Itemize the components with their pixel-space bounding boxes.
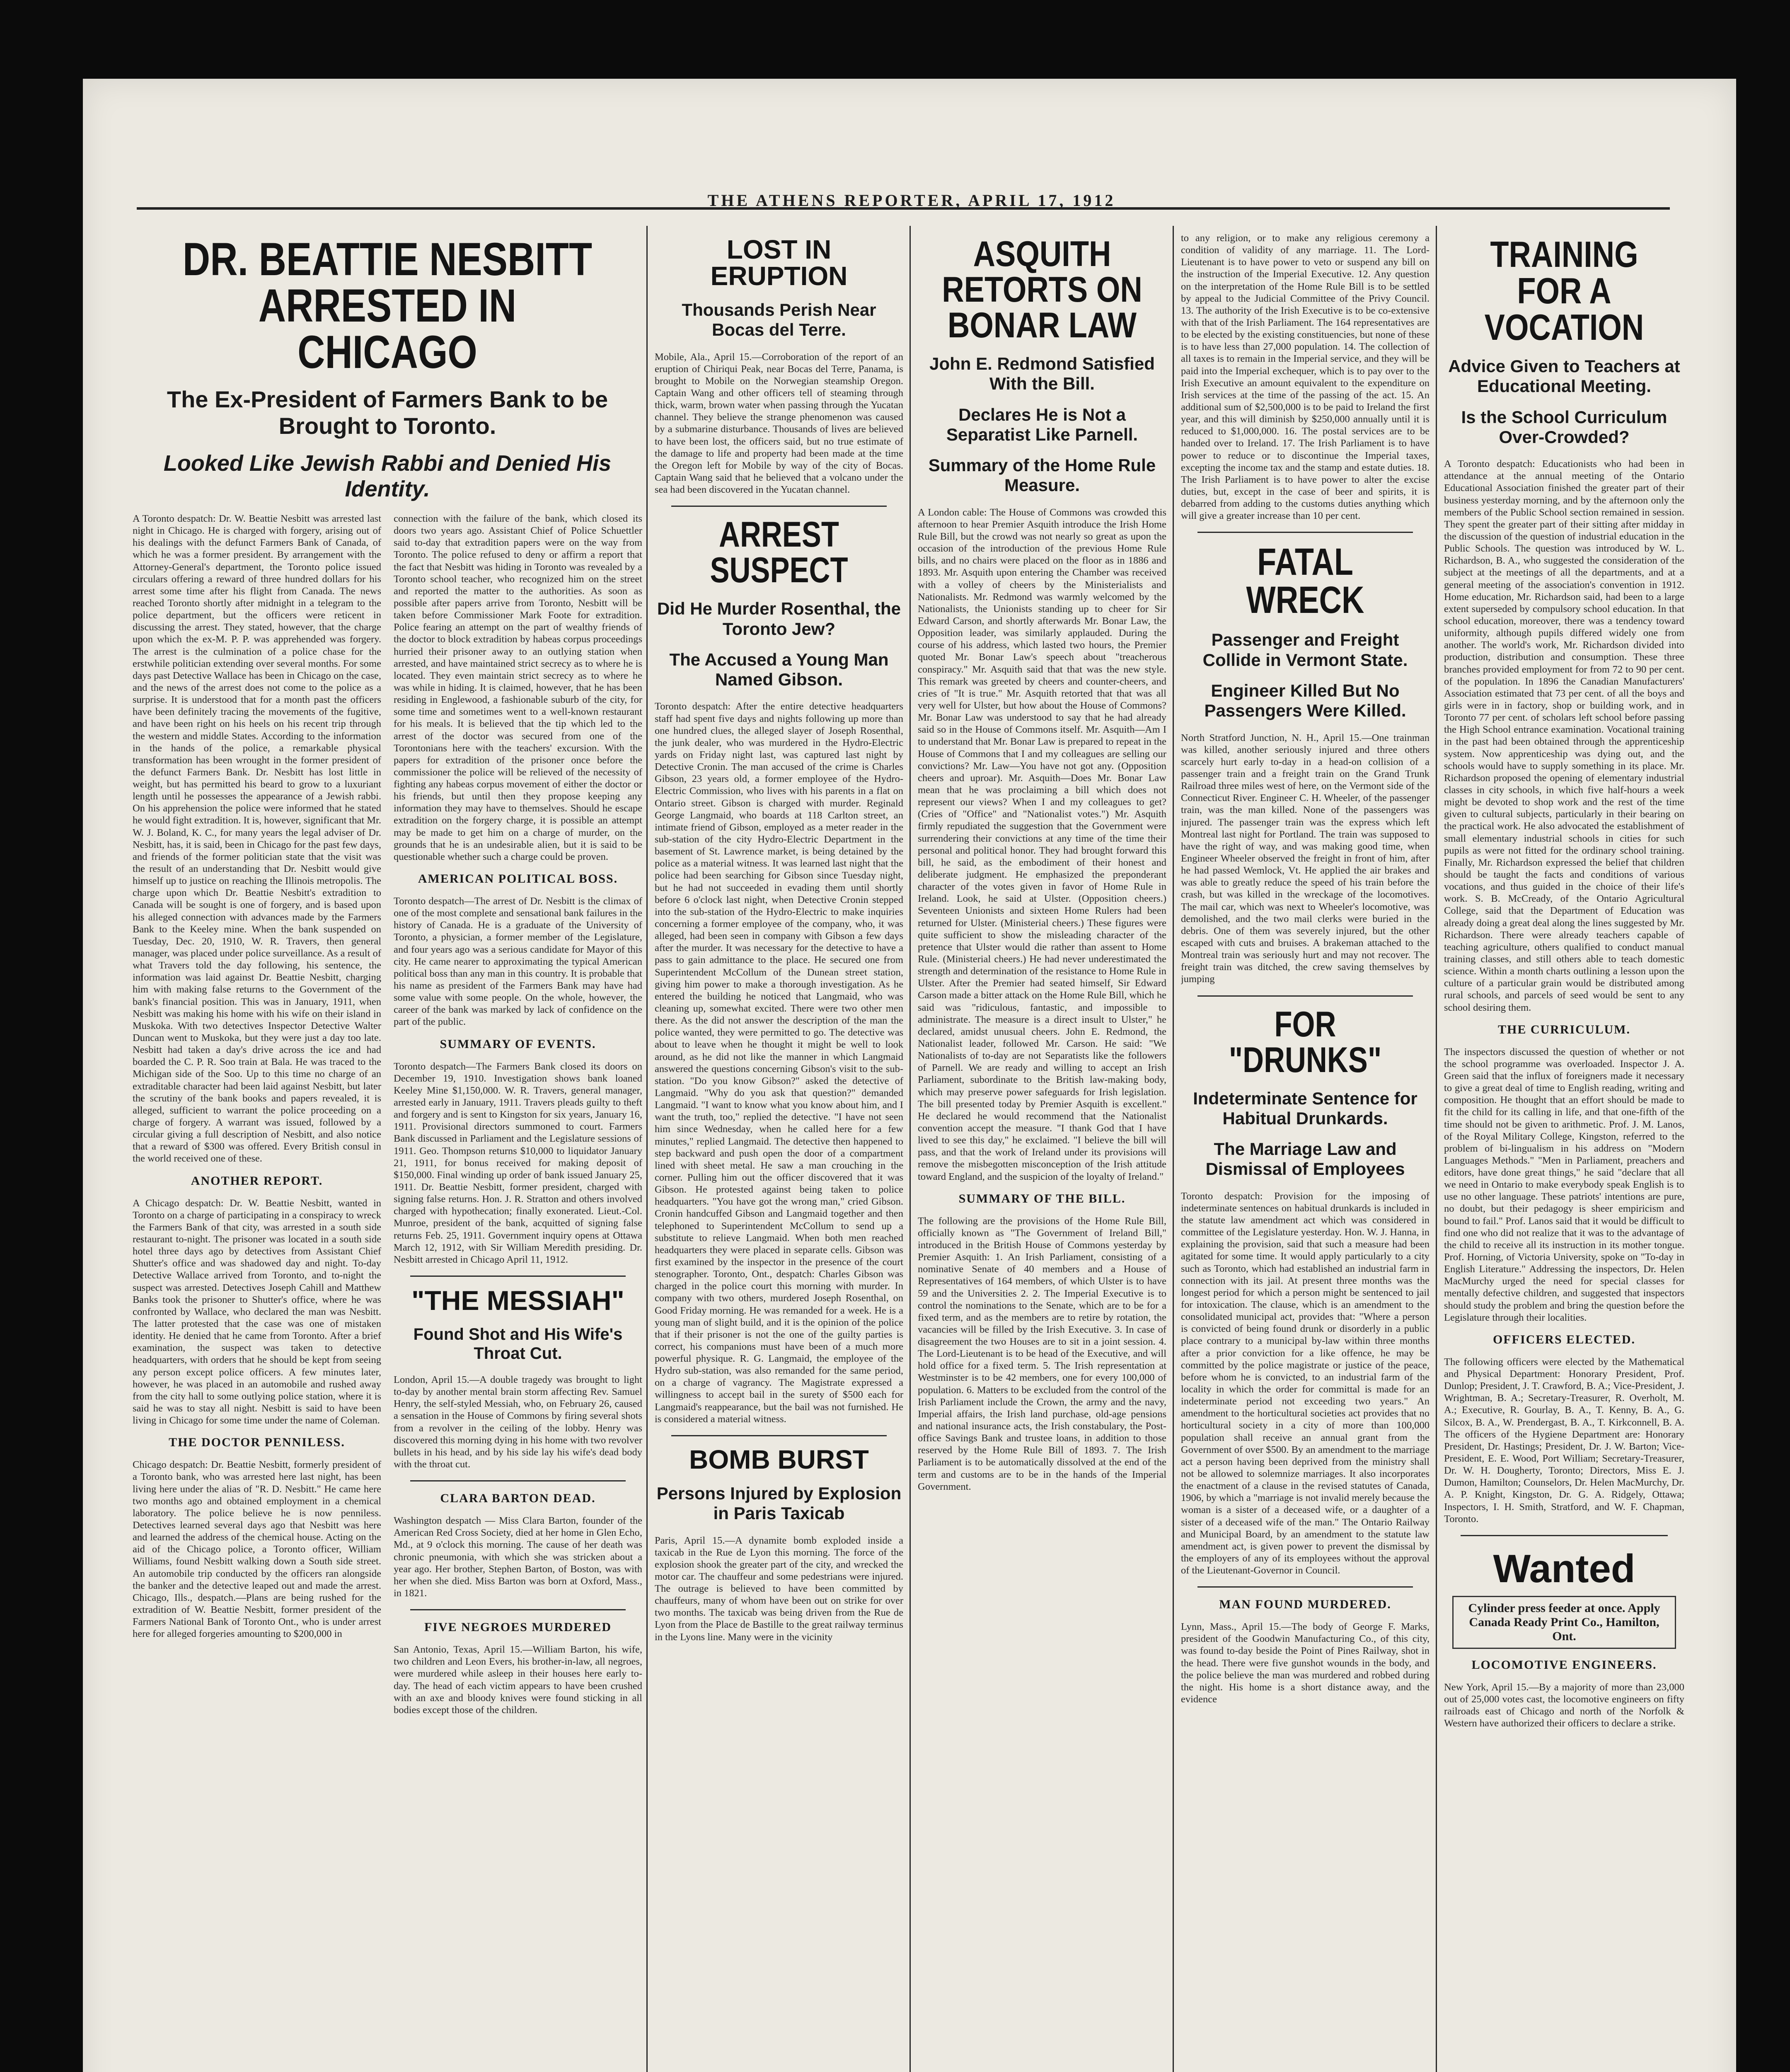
headline-messiah: "THE MESSIAH" xyxy=(411,1285,624,1316)
nesbitt-text-6: Toronto despatch—The Farmers Bank closed its doors on December 19, 1910. Investigation shows bank loaned Keeley Mine $1,150,000. W. R. Travers, general manager, arrested early in January, 1911. Travers pleads guilty to theft and forgery and is sent to Kingston for six years, January 16, 1911. Provisional directors summoned to court. Farmers Bank discussed in Parliament and the Legislature sessions of 1911. Geo. Thompson returns $10,000 to liquidator January 21, 1911, for bonus received for making deposit of $150,000. Final winding up order of bank issued January 25, 1911. Dr. Beattie Nesbitt, former president, charged with signing false returns. Hon. J. R. Stratton and others involved charged with hypothecation; finally exonerated. Lieut.-Col. Munroe, president of the bank, acquitted of signing false returns Feb. 25, 1911. Government inquiry opens at Ottawa March 12, 1912, with Sir William Meredith presiding. Dr. Nesbitt arrested in Chicago April 11, 1912. xyxy=(394,1060,642,1265)
messiah-text: London, April 15.—A double tragedy was brought to light to-day by another mental brain storm affecting Rev. Samuel Henry, the self-styled Messiah, who, on February 26, caused a sensation in the House of Commons by firing several shots from a revolver in the ceiling of the lobby. Henry was discovered this morning dying in his home with two revolver bullets in his head, and by his side lay his wife's dead body with the throat cut. xyxy=(394,1374,642,1470)
deck-suspect-1: Did He Murder Rosenthal, the Toronto Jew? xyxy=(657,599,901,639)
column-rule xyxy=(910,226,911,2072)
headline-man-found-murdered: MAN FOUND MURDERED. xyxy=(1219,1598,1391,1612)
deck-eruption: Thousands Perish Near Bocas del Terre. xyxy=(682,300,876,340)
masthead-rule xyxy=(137,207,1670,210)
divider xyxy=(410,1480,626,1481)
engineers-text: New York, April 15.—By a majority of more than 23,000 out of 25,000 votes cast, the locomotive engineers on fifty railroads east of Chicago and north of the Norfolk & Western have authorized their officers to declare a strike. xyxy=(1444,1681,1684,1729)
column-3 xyxy=(655,228,903,2072)
subhead-curriculum: THE CURRICULUM. xyxy=(1497,1022,1630,1036)
headline-clara-barton: CLARA BARTON DEAD. xyxy=(440,1491,596,1506)
bill-summary-continued: to any religion, or to make any religious ceremony a condition of validity of any marriage. 11. The Lord-Lieutenant is to have power to veto or suspend any bill on the instruction of the Imperial Executive. 12. Any question on the interpretation of the Home Rule Bill is to be settled by appeal to the Judicial Committee of the Privy Council. 13. The authority of the Irish Executive is to be co-extensive with that of the Irish Parliament. The 164 representatives are to be elected by the existing constituencies, but none of these is to have less than 27,000 population. 14. The collection of all taxes is to remain in the Imperial service, and they will be paid into the Imperial exchequer, which is to pay over to the Irish Executive an amount equivalent to the expenditure on Irish services at the time of the passing of the act. 15. An additional sum of $2,500,000 is to be paid to Ireland the first year, and this will diminish by $250,000 annually until it is reduced to $1,000,000. 16. The postal services are to be handed over to Ireland. 17. The Irish Parliament is to have power to reduce or to discontinue the Imperial taxes, excepting the income tax and the stamp and estate duties. 18. The Irish Parliament is to have power to alter the excise duties, but, except in the case of beer and spirits, it is debarred from adding to the customs duties anything which will give a greater increase than 10 per cent. xyxy=(1181,232,1430,522)
subhead-another-report: ANOTHER REPORT. xyxy=(191,1174,323,1188)
nesbitt-text-1: A Toronto despatch: Dr. W. Beattie Nesbitt was arrested last night in Chicago. He is charged with forgery, arising out of his dealings with the defunct Farmers Bank of Canada, of which he was a former president. By arrangement with the Attorney-General's department, the Toronto police issued circulars offering a reward of three hundred dollars for his arrest some time after his flight from Canada. The news reached Toronto shortly after midnight in a telegram to the police department, but the officers were reticent in discussing the arrest. They stated, however, that the charge upon which the ex-M. P. P. was apprehended was forgery. The arrest is the culmination of a police chase for the erstwhile politician extending over several months. For some days past Detective Wallace has been in Chicago on the case, and the news of the arrest does not come to the police as a surprise. It is understood that for a month past the officers have been definitely tracing the movements of the fugitive, and have been right on his heels on his recent trip through the western and middle States. According to the information in the hands of the police, a remarkable physical transformation has been wrought in the former president of the defunct Farmers Bank. Dr. Nesbitt has lost little in weight, but has permitted his beard to grow to a luxuriant length until he possesses the appearance of a Jewish rabbi. On his apprehension the police were informed that he stated he would fight extradition. It is, however, significant that Mr. W. J. Boland, K. C., for many years the legal adviser of Dr. Nesbitt, has, it is said, been in Chicago for the past few days, and friends of the former politician state that the visit was the result of an understanding that Dr. Nesbitt would give himself up to justice on reaching the Illinois metropolis. The charge upon which Dr. Beattie Nesbitt's extradition to Canada will be sought is one of forgery, and is based upon his alleged connection with advances made by the Farmers Bank to the Keeley mine. When the bank suspended on Tuesday, Dec. 20, 1910, W. R. Travers, then general manager, was placed under police surveillance. As a result of what Travers told the day following, his sentence, the information was laid against Dr. Beattie Nesbitt, charging him with making false returns to the Government of the bank's financial position. This was in January, 1911, when Nesbitt was making his home with his wife on their island in Muskoka. With two detectives Inspector Detective Walter Duncan went to Muskoka, but they were just a day too late. Nesbitt had taken a day's drive across the ice and had boarded the C. P. R. Soo train at Bala. He was traced to the Michigan side of the Soo. Up to this time no charge of an extraditable character had been laid against Nesbitt, but later the scrutiny of the bank books and papers revealed, it is alleged, sufficient to warrant the police proceeding on a charge of forgery. A warrant was issued, followed by a circular giving a full description of Nesbitt, and also notice that a reward of $300 was offered. Every British consul in the world received one of these. xyxy=(133,513,381,1164)
nesbitt-text-3: Chicago despatch: Dr. Beattie Nesbitt, formerly president of a Toronto bank, who was arrested here last night, has been living here under the alias of "R. D. Nesbitt." He came here two months ago and obtained employment in a chemical laboratory. The police believe he is now penniless. Detectives learned several days ago that Nesbitt was here and learned the address of the chemical house. Acting on the aid of the Chicago police, a Toronto officer, William Williams, found Nesbitt walking down a South side street. An automobile trip conducted by the officers ran alongside the banker and the detective leaped out and made the arrest. Chicago, Ills., despatch.—Plans are being rushed for the extradition of W. Beattie Nesbitt, former president of the Farmers National Bank of Toronto Ont., who is under arrest here for alleged forgeries amounting to $200,000 in xyxy=(133,1459,381,1640)
divider xyxy=(1197,1586,1413,1588)
deck-training-1: Advice Given to Teachers at Educational Meeting. xyxy=(1448,356,1680,396)
deck-drunks-2: The Marriage Law and Dismissal of Employees xyxy=(1205,1139,1405,1179)
subhead-doctor-penniless: THE DOCTOR PENNILESS. xyxy=(169,1435,345,1450)
nesbitt-article xyxy=(133,513,642,1716)
officers-text: The following officers were elected by the Mathematical and Physical Department: Honorary President, Prof. Dunlop; President, J. T. Crawford, B. A.; Vice-President, J. Wrightman, B. A.; Secretary-Treasurer, R. Overholt, M. A.; Executive, R. Gourlay, B. A., T. Kenny, B. A., G. Silcox, B. A., W. Prendergast, B. A., T. Kirkconnell, B. A. The officers of the Hygiene Department are: Honorary President, Dr. Hastings; President, Dr. J. W. Barton; Vice-President, E. E. Wood, Port William; Secretary-Treasurer, Dr. W. H. Dougherty, Toronto; Directors, Miss E. J. Dumon, Hamilton; Counselors, Dr. Helen MacMurchy, Dr. A. P. Knight, Kingston, Dr. G. A. Ridgely, Ottawa; Inspectors, I. H. Smith, Stratford, and W. F. Chapman, Toronto. xyxy=(1444,1356,1684,1525)
headline-five-negroes: FIVE NEGROES MURDERED xyxy=(424,1620,612,1634)
divider xyxy=(410,1276,626,1277)
nesbitt-text-2: A Chicago despatch: Dr. W. Beattie Nesbitt, wanted in Toronto on a charge of participating in a conspiracy to wreck the Farmers Bank of that city, was arrested in a south side restaurant to-night. The prisoner was located in a south side hotel three days ago by detectives from Assistant Chief Shutter's office and was shadowed day and night. To-day Detective Wallace arrived from Toronto, and to-night the suspect was arrested. Detectives Joseph Cahill and Matthew Banks took the prisoner to Shutter's office, where he was confronted by Wallace, who declared the man was Nesbitt. The latter protested that the case was one of mistaken identity. He denied that he came from Toronto. After a brief examination, the suspect was taken to detective headquarters, with orders that he should be kept from seeing any person except police officers. A few minutes later, however, he was placed in an automobile and rushed away from the city hall to some outlying police station, where it is said he was to stay all night. Nesbitt is said to have been living in Chicago for some time under the name of Coleman. xyxy=(133,1197,381,1426)
deck-wreck-2: Engineer Killed But No Passengers Were Killed. xyxy=(1204,680,1406,721)
suspect-text: Toronto despatch: After the entire detective headquarters staff had spent five days and nights following up more than one hundred clues, the alleged slayer of Joseph Rosenthal, the junk dealer, who was murdered in the Hydro-Electric yards on Friday night last, was captured last night by Detective Cronin. The man accused of the crime is Charles Gibson, 23 years old, a former employee of the Hydro-Electric Commission, who lives with his parents in a flat on Ontario street. Gibson is charged with murder. Reginald George Langmaid, who boards at 118 Carlton street, an intimate friend of Gibson, employed as a meter reader in the sub-station of the city Hydro-Electric Department in the basement of St. Lawrence market, is being detained by the police as a material witness. It was learned last night that the police had been searching for Gibson since Tuesday night, but he had not succeeded in evading them until shortly before 6 o'clock last night, when Detective Cronin stepped into the sub-station of the Hydro-Electric to make inquiries concerning a former employee of the company, who, it was alleged, had been seen in company with Gibson a few days after the murder. It was necessary for the detective to have a pass to gain admittance to the place. He secured one from Superintendent McCollum of the Dunean street station, giving him power to make a thorough investigation. As he entered the building he noticed that Langmaid, who was cleaning up, somewhat excited. There were two other men there. As the did not answer the description of the man the police wanted, they were permitted to go. The detective was about to leave when he thought it might be well to look around, as he did not like the manner in which Langmaid answered the questions concerning Gibson's visit to the sub-station. "Do you know Gibson?" asked the detective of Langmaid. "Why do you ask that question?" demanded Langmaid. "I want to know what you know about him, and I want the truth, too," replied the detective. "I have not seen him since Wednesday, when he called here for a few minutes," replied Langmaid. The detective then happened to step backward and push open the door of a compartment lined with sheet metal. He saw a man crouching in the corner. Pulling him out the officer discovered that it was Gibson. He protested against being taken to police headquarters. "You have got the wrong man," cried Gibson. Cronin handcuffed Gibson and Langmaid together and then telephoned to Superintendent McCollum to send up a substitute to relieve Langmaid. When both men reached headquarters they were placed in separate cells. Gibson was first examined by the inspector in the presence of the court stenographer. Toronto, Ont., despatch: Charles Gibson was charged in the police court this morning with murder. In company with two others, murdered Joseph Rosenthal, on Good Friday morning. He was remanded for a week. He is a young man of slight build, and it is the opinion of the police that if their prisoner is not the one of the guilty parties is correct, his companions must have been of a much more powerful physique. R. G. Langmaid, the employee of the Hydro sub-station, was also remanded for the same period, on a charge of vagrancy. The Magistrate expressed a willingness to accept bail in the surety of $500 each for Langmaid's reappearance, but the bail was not furnished. He is considered a material witness. xyxy=(655,701,903,1425)
wanted-ad-text: Cylinder press feeder at once. Apply Canada Ready Print Co., Hamilton, Ont. xyxy=(1452,1596,1676,1649)
deck-bomb: Persons Injured by Explosion in Paris Taxicab xyxy=(656,1483,902,1523)
deck-asquith-1: John E. Redmond Satisfied With the Bill. xyxy=(929,354,1155,394)
bomb-text: Paris, April 15.—A dynamite bomb exploded inside a taxicab in the Rue de Lyon this morning. The force of the explosion shook the greater part of the city, and wrecked the motor car. The chauffeur and some pedestrians were injured. The outrage is believed to have been committed by chauffeurs, many of whom have been out on strike for over two months. The taxicab was being driven from the Rue de Lyon from the Place de Bastille to the great railway terminus in the Lyons line. Many were in the vicinity xyxy=(655,1535,903,1643)
headline-bomb-burst: BOMB BURST xyxy=(689,1444,869,1474)
masthead: THE ATHENS REPORTER, APRIL 17, 1912 xyxy=(707,191,1116,210)
deck-wreck-1: Passenger and Freight Collide in Vermont State. xyxy=(1202,630,1408,670)
divider xyxy=(410,1609,626,1610)
column-rule xyxy=(1173,226,1174,2072)
training-text: A Toronto despatch: Educationists who had been in attendance at the annual meeting of the Ontario Educational Association finished the greater part of their business yesterday morning, and by the afternoon only the members of the Public School section remained in session. They spent the greater part of their sitting after midday in the discussion of the question of industrial education in the Public Schools. The question was introduced by W. L. Richardson, B. A., who suggested the consideration of the subject at the meetings of all the departments, and at a general meeting of the association's convention in 1912. Home education, Mr. Richardson said, had been to a large extent superseded by compulsory school education. In that school education, moreover, there was a tendency toward uniformity, although pupils differed widely one from another. The world's work, Mr. Richardson divided into production, distribution and consumption. These three branches provided employment for from 72 to 90 per cent. of the population. In 1896 the Canadian Manufacturers' Association estimated that 73 per cent. of all the boys and girls were in in factory, shop or building work, and in Toronto 77 per cent. of scholars left school before passing the High School entrance examination. Vocational training in the past had been obtained through the apprenticeship system. Now apprenticeship was dying out, and the schools would have to supply something in its place. Mr. Richardson proposed the opening of elementary industrial classes in city schools, in which five half-hours a week might be devoted to shop work and the rest of the time given to cultural subjects, particularly in their bearing on the practical work. He also advocated the establishment of small elementary industrial schools in cities for such pupils as were not fitted for the ordinary school training. Finally, Mr. Richardson expressed the belief that children should be taught the facts and conditions of various vocations, and thus guided in the choice of their life's work. S. B. McCready, of the Ontario Agricultural College, said that the Department of Education was already doing a great deal along the lines suggested by Mr. Richardson. There were already teachers capable of teaching agriculture, others qualified to conduct manual training classes, and still others able to teach domestic science. Within a month charts outlining a lesson upon the culture of a particular grain would be distributed among rural schools, and parcels of seed would be sent to any school desiring them. xyxy=(1444,458,1684,1013)
newspaper-page xyxy=(83,79,1736,2072)
column-5 xyxy=(1181,228,1430,2072)
divider xyxy=(1461,1535,1668,1536)
bill-summary-text: The following are the provisions of the Home Rule Bill, officially known as "The Government of Ireland Bill," introduced in the British House of Commons yesterday by Premier Asquith: 1. An Irish Parliament, consisting of a nominative Senate of 40 members and a House of Representatives of 164 members, of which Ulster is to have 59 and the Universities 2. 2. The Imperial Executive is to control the nominations to the Senate, which are to be for a fixed term, and as the members are to retire by rotation, the vacancies will be filled by the Irish Executive. 3. In case of disagreement the two Houses are to sit in a joint session. 4. The Lord-Lieutenant is to be head of the Executive, and will hold office for a fixed term. 5. The Irish representation at Westminster is to be 42 members, one for every 100,000 of population. 6. Matters to be excluded from the control of the Irish Parliament include the Crown, the army and the navy, Imperial affairs, the Irish land purchase, old-age pensions and national insurance acts, the Irish constabulary, the Post-office Savings Bank and trustee loans, in addition to those reserved by the Home Rule Bill of 1893. 7. The Irish Parliament is to be automatically dissolved at the end of the term and customs are to be in the hands of the Imperial Government. xyxy=(918,1215,1166,1492)
nesbitt-text-4: connection with the failure of the bank, which closed its doors two years ago. Assistant Chief of Police Schuettler said to-day that extradition papers were on the way from Toronto. The police refused to deny or affirm a report that the fact that Nesbitt was hiding in Toronto was revealed by a Toronto school teacher, who recognized him on the street and reported the matter to the authorities. As soon as possible after papers arrive from Toronto, Nesbitt will be taken before Commissioner Mark Foote for extradition. Police fearing an attempt on the part of wealthy friends of the doctor to block extradition by habeas corpus proceedings hurried their prisoner away to an outlying station when arrested, and have maintained strict secrecy as to where he is located. They even maintain strict secrecy as to where he was while in hiding. It is claimed, however, that he has been residing in Englewood, a fashionable suburb of the city, for some time and sometimes went to a well-known restaurant for his meals. It is believed that the tip which led to the arrest of the doctor was secured from one of the Torontonians here with the teachers' excursion. With the papers for extradition of the prisoner once before the commissioner the police will be relieved of the necessity of fighting any habeas corpus movement of either the doctor or his friends, but until then they propose keeping any information they may have to themselves. Should he escape extradition on the forgery charge, it is possible an attempt may be made to get him on a charge of murder, on the grounds that he is an undesirable alien, but it is said to be questionable whether such a charge could be proven. xyxy=(394,513,642,862)
deck-nesbitt-1: The Ex-President of Farmers Bank to be Brought to Toronto. xyxy=(167,386,608,439)
divider xyxy=(671,506,887,507)
murdered-text: Lynn, Mass., April 15.—The body of George F. Marks, president of the Goodwin Manufacturing Co., of this city, was found to-day beside the Point of Pines Railway, shot in the head. There were five gunshot wounds in the body, and the police believe the man was murdered and robbed during the night. His home is a short distance away, and the evidence xyxy=(1181,1621,1430,1705)
curriculum-text: The inspectors discussed the question of whether or not the school programme was overloaded. Inspector J. A. Green said that the influx of foreigners made it necessary to give a great deal of time to English reading, writing and composition. He thought that an effort should be made to fit the child for its calling in life, and that one-fifth of the time should not be given to arithmetic. Prof. J. M. Lanos, of the Royal Military College, Kingston, referred to the problem of bi-lingualism in his address on "Modern Languages Methods." "Men in Parliament, preachers and editors, have done great things," he said "declare that all we need in Ontario to make everybody speak English is to use no other language. These patriots' intentions are pure, no doubt, but their pedagogy is sheer empiricism and bound to fail." Prof. Lanos said that it would be difficult to find one who did not realize that it was to the advantage of the child to receive all its instruction in its mother tongue. Prof. Horning, of Victoria University, spoke on "To-day in English Literature." Addressing the inspectors, Dr. Helen MacMurchy urged the need for special classes for mentally defective children, and suggested that inspectors should study the problem and bring the question before the Legislature through their localities. xyxy=(1444,1046,1684,1323)
divider xyxy=(1197,995,1413,997)
subhead-locomotive-engineers: LOCOMOTIVE ENGINEERS. xyxy=(1471,1658,1657,1672)
wanted-ad-title: Wanted xyxy=(1493,1546,1635,1591)
deck-asquith-2: Declares He is Not a Separatist Like Parnell. xyxy=(946,404,1138,444)
subhead-american-political-boss: AMERICAN POLITICAL BOSS. xyxy=(418,872,618,886)
column-4 xyxy=(918,228,1166,2072)
wreck-text: North Stratford Junction, N. H., April 15.—One trainman was killed, another seriously injured and three others scarcely hurt early to-day in a head-on collision of a passenger train and a freight train on the Grand Trunk Railroad three miles west of here, on the Vermont side of the Connecticut River. Engineer C. H. Wheeler, of the passenger train, was the man killed. None of the passengers was injured. The passenger train was the express which left Montreal last night for Portland. The train was supposed to have the right of way, and was making good time, when Engineer Wheeler observed the freight in front of him, after he had passed Wemlock, Vt. He applied the air brakes and was able to greatly reduce the speed of his train before the crash, but was killed in the wreckage of the locomotives. The mail car, which was next to Wheeler's locomotive, was demolished, and the two mail clerks were buried in the debris. One of them was severely injured, but the other escaped with cuts and bruises. A brakeman attached to the Montreal train was seriously hurt and may not recover. The freight train was ditched, the crew saving themselves by jumping xyxy=(1181,732,1430,985)
column-6 xyxy=(1444,228,1684,2072)
headline-for-drunks: FOR "DRUNKS" xyxy=(1229,1004,1382,1080)
headline-fatal-wreck: FATAL WRECK xyxy=(1246,541,1364,622)
eruption-text: Mobile, Ala., April 15.—Corroboration of the report of an eruption of Chiriqui Peak, near Bocas del Terre, Panama, is brought to Mobile on the Norwegian steamship Oregon. Captain Wang and other officers tell of steaming through thick, warm, brown water when passing through the Yucatan channel. They believe the strange phenomenon was caused by a submarine disturbance. Thousands of lives are believed to have been lost, the officers said, but no true estimate of the damage to life and property had been made at the time the Oregon left for Mobile by way of the city of Bocas. Captain Wang said that he believed that a volcano under the sea had been discovered in the Yucatan channel. xyxy=(655,351,903,496)
deck-nesbitt-2: Looked Like Jewish Rabbi and Denied His Identity. xyxy=(163,450,612,501)
deck-training-2: Is the School Curriculum Over-Crowded? xyxy=(1461,407,1667,447)
subhead-officers-elected: OFFICERS ELECTED. xyxy=(1492,1332,1636,1346)
headline-arrest-suspect: ARREST SUSPECT xyxy=(710,515,848,591)
column-rule xyxy=(1436,226,1437,2072)
subhead-summary-of-bill: SUMMARY OF THE BILL. xyxy=(958,1191,1126,1205)
deck-asquith-3: Summary of the Home Rule Measure. xyxy=(928,455,1156,495)
asquith-text: A London cable: The House of Commons was crowded this afternoon to hear Premier Asquith introduce the Irish Home Rule Bill, but the crowd was not nearly so great as upon the occasion of the introduction of the previous Home Rule bills, and no chairs were placed on the floor as in 1886 and 1893. Mr. Asquith upon entering the Chamber was received with a volley of cheers by the Ministerialists and Nationalists. Mr. Redmond was warmly welcomed by the Nationalists, the Unionists standing up to cheer for Sir Edward Carson, and shortly afterwards Mr. Bonar Law, the Opposition leader, was similarly applauded. During the course of his address, which lasted two hours, the Premier quoted Mr. Bonar Law's speech about "treacherous conspiracy." Mr. Asquith said that that was the new style. This remark was greeted by cheers and counter-cheers, and cries of "It is true." Mr. Asquith retorted that that was all very well for Ulster, but how about the House of Commons? Mr. Bonar Law was understood to say that he had already said so in the House of Commons itself. Mr. Asquith—Am I to understand that Mr. Bonar Law is prepared to repeat in the House of Commons that I and my colleagues are selling our convictions? Mr. Law—You have not got any. (Opposition cheers and uproar). Mr. Asquith—Does Mr. Bonar Law mean that he was proclaiming a bill which does not represent our views? When I and my colleagues to get? (Cries of "Office" and "Nationalist votes.") Mr. Asquith firmly repudiated the suggestion that the Government were surrendering their convictions at any time of the time their personal and political honor. They had brought forward this bill, he said, as the embodiment of their honest and deliberate judgment. He emphasized the preponderant character of the votes given in favor of Home Rule in Ireland. Look, he said at Ulster. (Opposition cheers.) Seventeen Unionists and sixteen Home Rulers had been returned for Ulster. (Ministerial cheers.) These figures were quite sufficient to show the misleading character of the pretence that Ulster would die rather than assent to Home Rule. (Ministerial cheers.) He had never underestimated the strength and determination of the resistance to Home Rule in Ulster. After the Premier had seated himself, Sir Edward Carson made a bitter attack on the Home Rule Bill, which he said was "ridiculous, fantastic, and impossible to administrate. The measure is a direct insult to Ulster," he declared, amidst unusual cheers. John E. Redmond, the Nationalist leader, followed Mr. Carson. He said: "We Nationalists of to-day are not Separatists like the followers of Parnell. We are ready and willing to accept an Irish Parliament, subordinate to the British law-making body, which may preserve power safeguards for Irish legislation. The bill presented today by Premier Asquith is excellent." He declared he would recommend that the Nationalist convention accept the measure. "I thank God that I have lived to see this day," he exclaimed. "I believe the bill will pass, and that the work of Ireland under its provisions will remove the misbegotten misconception of the Irish attitude toward England, and the suspicion of the loyalty of Ireland." xyxy=(918,506,1166,1182)
headline-asquith: ASQUITH RETORTS ON BONAR LAW xyxy=(942,234,1142,345)
headline-nesbitt: DR. BEATTIE NESBITT ARRESTED IN CHICAGO xyxy=(182,233,593,378)
deck-suspect-2: The Accused a Young Man Named Gibson. xyxy=(669,649,889,690)
nesbitt-text-5: Toronto despatch—The arrest of Dr. Nesbitt is the climax of one of the most complete and sensational bank failures in the history of Canada. He is a graduate of the University of Toronto, a physician, a former member of the Legislature, and four years ago was a serious candidate for Mayor of this city. He came nearer to approximating the typical American political boss than any man in this country. It is probable that his name as president of the Farmers Bank may have had some value with some people. On the whole, however, the career of the bank was marked by lack of confidence on the part of the public. xyxy=(394,896,642,1028)
column-rule xyxy=(646,226,648,2072)
divider xyxy=(671,1435,887,1436)
headline-lost-in-eruption: LOST IN ERUPTION xyxy=(710,235,848,291)
subhead-summary-of-events: SUMMARY OF EVENTS. xyxy=(440,1037,596,1051)
negroes-text: San Antonio, Texas, April 15.—William Barton, his wife, two children and Leon Evers, his brother-in-law, all negroes, were murdered while asleep in their houses here early to-day. The head of each victim appears to have been crushed with an axe and bloody knives were found sticking in all bodies except those of the children. xyxy=(394,1644,642,1716)
deck-drunks-1: Indeterminate Sentence for Habitual Drunkards. xyxy=(1193,1088,1417,1128)
divider xyxy=(1197,532,1413,533)
drunks-text: Toronto despatch: Provision for the imposing of indeterminate sentences on habitual drunkards is included in the statute law amendment act which was considered in committee of the Legislature yesterday. Hon. W. J. Hanna, in explaining the provision, said that such a measure had been agitated for some time. It would apply particularly to a city such as Toronto, which had established an industrial farm in connection with its jail. At present three months was the longest period for which a person might be sentenced to jail for intoxication. The clause, which is an amendment to the consolidated municipal act, provides that: "Where a person is convicted of being found drunk or disorderly in a public place contrary to a municipal by-law within three months after a prior conviction for a like offence, he may be committed by the police magistrate or justice of the peace, before whom he is convicted, to an industrial farm of the locality in which the order for committal is made for an indeterminate period not exceeding two years." An amendment to the horticultural societies act provides that no horticultural society in a city of more than 100,000 population shall receive an annual grant from the Government of over $500. By an amendment to the marriage act a person having been deprived from the ministry shall not be allowed to solemnize marriages. It also incorporates the enactment of a clause in the revised statutes of Canada, 1906, by which a "marriage is not invalid merely because the woman is a sister of a deceased wife, or a daughter of a sister of a deceased wife of the man." The Ontario Railway and Municipal Board, by an amendment to the statute law amendment act, is given power to prevent the dismissal by the employers of any of its employees without the approval of the Lieutenant-Governor in Council. xyxy=(1181,1190,1430,1576)
headline-training-vocation: TRAINING FOR A VOCATION xyxy=(1484,234,1644,348)
column-1 xyxy=(133,228,642,2072)
deck-messiah: Found Shot and His Wife's Throat Cut. xyxy=(413,1325,623,1363)
clara-barton-text: Washington despatch — Miss Clara Barton, founder of the American Red Cross Society, died at her home in Glen Echo, Md., at 9 o'clock this morning. The cause of her death was chronic pneumonia, with which she was stricken about a year ago. Her brother, Stephen Barton, of Boston, was with her when she died. Miss Barton was born at Oxford, Mass., in 1821. xyxy=(394,1515,642,1599)
